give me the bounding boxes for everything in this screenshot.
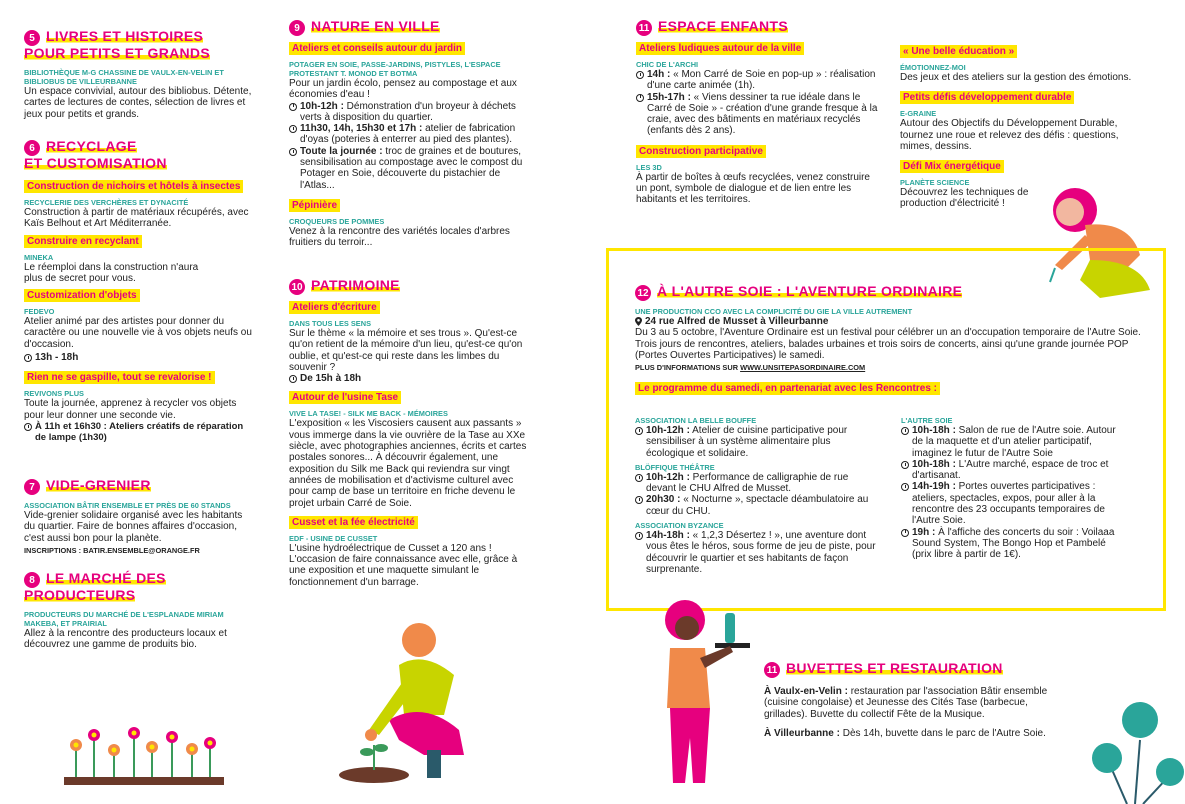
section-number: 11 (764, 662, 780, 678)
program-left (635, 414, 880, 575)
schedule-item: 14h-18h : « 1,2,3 Désertez ! », une aventure dont vous êtes le héros, sous forme de jeu de piste, pour découvrir le quartier et ses habitants de façon surprenante. (635, 530, 880, 575)
schedule: De 15h à 18h (289, 373, 529, 384)
clock-icon (635, 427, 643, 435)
clock-icon (289, 148, 297, 156)
description: Le réemploi dans la construction n'aura plus de secret pour vous. (24, 261, 199, 284)
activity-title: Construction de nichoirs et hôtels à insectes (24, 180, 243, 193)
org-name: VIVE LA TASE! - SILK ME BACK - MÉMOIRES (289, 409, 448, 419)
org-name: FEDEVO (24, 307, 55, 317)
clock-icon (901, 427, 909, 435)
description: Sur le thème « la mémoire et ses trous ». Qu'est-ce qu'on retient de la mémoire d'un lieu, qu'est-ce qu'on oublie, et qu'est-ce qui reste dans les limbes du souvenir ? (289, 328, 523, 373)
description: Venez à la rencontre des variétés locales d'arbres fruitiers du terroir... (289, 225, 510, 249)
activity-title: Ateliers et conseils autour du jardin (289, 42, 465, 55)
food-vaulx: À Vaulx-en-Velin : restauration par l'association Bâtir ensemble (cuisine congolaise) et Jeunesse des Cités Tase (barbecue, grillades). Buvette du collectif Fête de la Musique. (764, 686, 1048, 720)
section-11-food (764, 660, 1064, 739)
website-link[interactable]: WWW.UNSITEPASORDINAIRE.COM (740, 363, 866, 373)
clock-icon (636, 94, 644, 102)
section-number: 12 (635, 285, 651, 301)
org-name: LES 3D (636, 162, 662, 172)
activity-title: Customization d'objets (24, 289, 140, 302)
activity-title: Autour de l'usine Tase (289, 391, 401, 404)
description: Vide-grenier solidaire organisé avec les habitants du quartier. Faire de bonnes affaires d'occasion, c'est aussi bon pour la planète. (24, 510, 243, 544)
org-name: ASSOCIATION LA BELLE BOUFFE (635, 416, 757, 425)
schedule-item: 20h30 : « Nocturne », spectacle déambulatoire au cœur du CHU. (635, 494, 880, 517)
program-right (901, 414, 1126, 561)
schedule-item: 14h : « Mon Carré de Soie en pop-up » : réalisation d'une carte animée (1h). (636, 69, 881, 92)
activity-title: Pépinière (289, 199, 340, 212)
schedule-item: 15h-17h : « Viens dessiner ta rue idéale dans le Carré de Soie » - création d'une grande fresque à la craie, avec des bâtiments en matériaux recyclés (enfants dès 2 ans). (636, 92, 881, 137)
clock-icon (635, 474, 643, 482)
waiter-illustration (655, 598, 755, 798)
schedule-item: 10h-12h : Atelier de cuisine participative pour sensibiliser à un système alimentaire plus écologique et solidaire. (635, 425, 880, 459)
activity-title: « Une belle éducation » (900, 45, 1017, 58)
gardener-illustration (329, 620, 479, 785)
org-name: BLÖFFIQUE THÉÂTRE (635, 462, 715, 472)
food-villeurbanne: À Villeurbanne : Dès 14h, buvette dans le parc de l'Autre Soie. (764, 727, 1046, 739)
schedule-item: 11h30, 14h, 15h30 et 17h : atelier de fabrication d'oyas (poteries à enterrer au pied des plantes). (289, 123, 529, 146)
description: Toute la journée, apprenez à recycler vos objets pour leur donner une seconde vie. (24, 398, 237, 421)
section-6 (24, 138, 254, 444)
section-12-box (606, 248, 1166, 611)
description: Autour des Objectifs du Développement Durable, tournez une roue et relevez des défis : questions, mimes, dessins. (900, 118, 1119, 152)
clock-icon (24, 423, 32, 431)
address: 24 rue Alfred de Musset à Villeurbanne (635, 316, 1145, 327)
activity-title: Ateliers ludiques autour de la ville (636, 42, 804, 55)
org-name: PRODUCTEURS DU MARCHÉ DE L'ESPLANADE MIRIAM MAKEBA, ET PRAIRIAL (24, 610, 224, 628)
description: L'exposition « les Viscosiers causent aux passants » vous immerge dans la vie ouvrière de la Tase au XXe siècle, avec photographies anciennes, écrits et cartes postales sonores... À découvrir également, une exposition du Silk me Back qui reviendra sur vingt années de mobilisation et d'activisme culturel avec pour camp de base un territoire en friche devenu le projet urbain Carré de Soie. (289, 418, 527, 509)
org-name: MINEKA (24, 252, 54, 262)
org-name: E-GRAINE (900, 109, 937, 119)
section-title: ESPACE ENFANTS (658, 18, 788, 34)
clock-icon (635, 496, 643, 504)
clock-icon (289, 125, 297, 133)
activity-title: Défi Mix énergétique (900, 160, 1004, 173)
section-title: VIDE-GRENIER (46, 477, 151, 493)
org-name: BIBLIOTHÈQUE M-G CHASSINE DE VAULX-EN-VELIN ET BIBLIOBUS DE VILLEURBANNE (24, 68, 224, 86)
schedule-item: 10h-18h : Salon de rue de l'Autre soie. Autour de la maquette et d'un atelier participatif, imaginez le futur de l'Autre Soie (901, 425, 1126, 459)
schedule-item: 10h-12h : Performance de calligraphie de rue devant le CHU Alfred de Musset. (635, 472, 880, 495)
section-number: 10 (289, 279, 305, 295)
org-name: CROQUEURS DE POMMES (289, 216, 385, 226)
description: Allez à la rencontre des producteurs locaux et découvrez une gamme de produits bio. (24, 628, 227, 651)
section-10 (289, 277, 529, 588)
org-name: REVIVONS PLUS (24, 389, 84, 399)
activity-title: Rien ne se gaspille, tout se revalorise ! (24, 371, 215, 384)
schedule-item: Toute la journée : troc de graines et de boutures, sensibilisation au compostage avec le compost du Potager en Soie, découverte du pistachier de l'Atlas... (289, 146, 529, 191)
clock-icon (901, 529, 909, 537)
org-name: ÉMOTIONNEZ-MOI (900, 63, 966, 72)
clock-icon (24, 354, 32, 362)
org-name: L'AUTRE SOIE (901, 416, 953, 425)
description: Découvrez les techniques de production d'électricité ! (900, 187, 1029, 210)
org-name: ASSOCIATION BYZANCE (635, 521, 724, 531)
activity-title: Cusset et la fée électricité (289, 516, 418, 529)
section-title-line2: ET CUSTOMISATION (24, 155, 167, 171)
section-9 (289, 18, 529, 249)
balloons-illustration (1085, 700, 1185, 804)
location-pin-icon (635, 317, 642, 326)
section-7 (24, 477, 254, 555)
section-8 (24, 570, 254, 651)
section-title: LE MARCHÉ DES (46, 570, 166, 586)
org-name: POTAGER EN SOIE, PASSE-JARDINS, PISTYLES, L'ESPACE PROTESTANT T. MONOD ET BOTMA (289, 60, 501, 78)
schedule-item: 10h-12h : Démonstration d'un broyeur à déchets verts à disposition du quartier. (289, 101, 529, 124)
org-name: PLANÈTE SCIENCE (900, 178, 970, 188)
section-title-line2: PRODUCTEURS (24, 587, 136, 603)
clock-icon (636, 71, 644, 79)
section-number: 9 (289, 20, 305, 36)
org-name: ASSOCIATION BÂTIR ENSEMBLE ET PRÈS DE 60 STANDS (24, 501, 231, 510)
section-title: PATRIMOINE (311, 277, 400, 293)
section-title: LIVRES ET HISTOIRES (46, 28, 204, 44)
section-number: 8 (24, 572, 40, 588)
description: Atelier animé par des artistes pour donner du caractère ou une nouvelle vie à vos objets neufs ou d'occasion. (24, 316, 252, 350)
program-title: Le programme du samedi, en partenariat avec les Rencontres : (635, 382, 940, 395)
description: Construction à partir de matériaux récupérés, avec Kaïs Belhout et Art Méditerranée. (24, 207, 249, 230)
clock-icon (901, 461, 909, 469)
section-5 (24, 28, 254, 120)
description: Des jeux et des ateliers sur la gestion des émotions. (900, 72, 1132, 83)
schedule: 13h - 18h (24, 352, 254, 363)
org-name: CHIC DE L'ARCHI (636, 60, 699, 69)
more-info: PLUS D'INFORMATIONS SUR WWW.UNSITEPASORDINAIRE.COM (635, 363, 866, 373)
activity-title: Construire en recyclant (24, 235, 142, 248)
section-title: BUVETTES ET RESTAURATION (786, 660, 1003, 676)
section-title-line2: POUR PETITS ET GRANDS (24, 45, 210, 61)
clock-icon (289, 375, 297, 383)
org-name: UNE PRODUCTION CCO AVEC LA COMPLICITÉ DU GIE LA VILLE AUTREMENT (635, 307, 913, 316)
schedule-item: 19h : À l'affiche des concerts du soir : Voilaaa Sound System, The Bongo Hop et Pambelé (prix libre à partir de 1€). (901, 527, 1126, 561)
clock-icon (289, 103, 297, 111)
section-12 (635, 283, 1145, 398)
description: À partir de boîtes à œufs recyclées, venez construire un pont, symbole de dialogue et de lien entre les habitants et les territoires. (636, 171, 870, 206)
section-title: NATURE EN VILLE (311, 18, 440, 34)
description: Pour un jardin écolo, pensez au compostage et aux économies d'eau ! (289, 78, 517, 101)
org-name: EDF - USINE DE CUSSET (289, 533, 378, 543)
clock-icon (901, 483, 909, 491)
activity-title: Ateliers d'écriture (289, 301, 380, 314)
section-number: 11 (636, 20, 652, 36)
description: L'usine hydroélectrique de Cusset a 120 ans ! L'occasion de faire connaissance avec elle, grâce à une exposition et une maquette simulant le fonctionnement d'un barrage. (289, 542, 518, 588)
description: Du 3 au 5 octobre, l'Aventure Ordinaire est un festival pour célébrer un an d'occupation temporaire de l'Autre Soie. Trois jours de rencontres, ateliers, balades urbaines et trois soirs de concerts, ainsi qu'une grande journée POP (Portes Ouvertes Participatives) le samedi. (635, 327, 1141, 361)
section-title: À L'AUTRE SOIE : L'AVENTURE ORDINAIRE (657, 283, 963, 299)
activity-title: Petits défis développement durable (900, 91, 1074, 104)
schedule-item: 14h-19h : Portes ouvertes participatives : ateliers, spectacles, expos, pour aller à la rencontre des 23 occupants temporaires de l'Autre Soie. (901, 481, 1126, 526)
inscription: INSCRIPTIONS : BATIR.ENSEMBLE@ORANGE.FR (24, 545, 200, 555)
flowers-illustration (64, 715, 224, 785)
schedule-item: 10h-18h : L'Autre marché, espace de troc et d'artisanat. (901, 459, 1126, 482)
schedule: À 11h et 16h30 : Ateliers créatifs de réparation de lampe (1h30) (24, 421, 254, 444)
section-title: RECYCLAGE (46, 138, 137, 154)
section-number: 5 (24, 30, 40, 46)
description: Un espace convivial, autour des bibliobus. Détente, cartes de lectures de contes, sélection de livres et jeux pour petits et grands. (24, 86, 252, 120)
section-number: 6 (24, 140, 40, 156)
activity-title: Construction participative (636, 145, 766, 158)
clock-icon (635, 532, 643, 540)
section-number: 7 (24, 479, 40, 495)
section-11-kids (636, 18, 881, 206)
org-name: RECYCLERIE DES VERCHÈRES ET DYNACITÉ (24, 198, 189, 207)
org-name: DANS TOUS LES SENS (289, 319, 371, 328)
